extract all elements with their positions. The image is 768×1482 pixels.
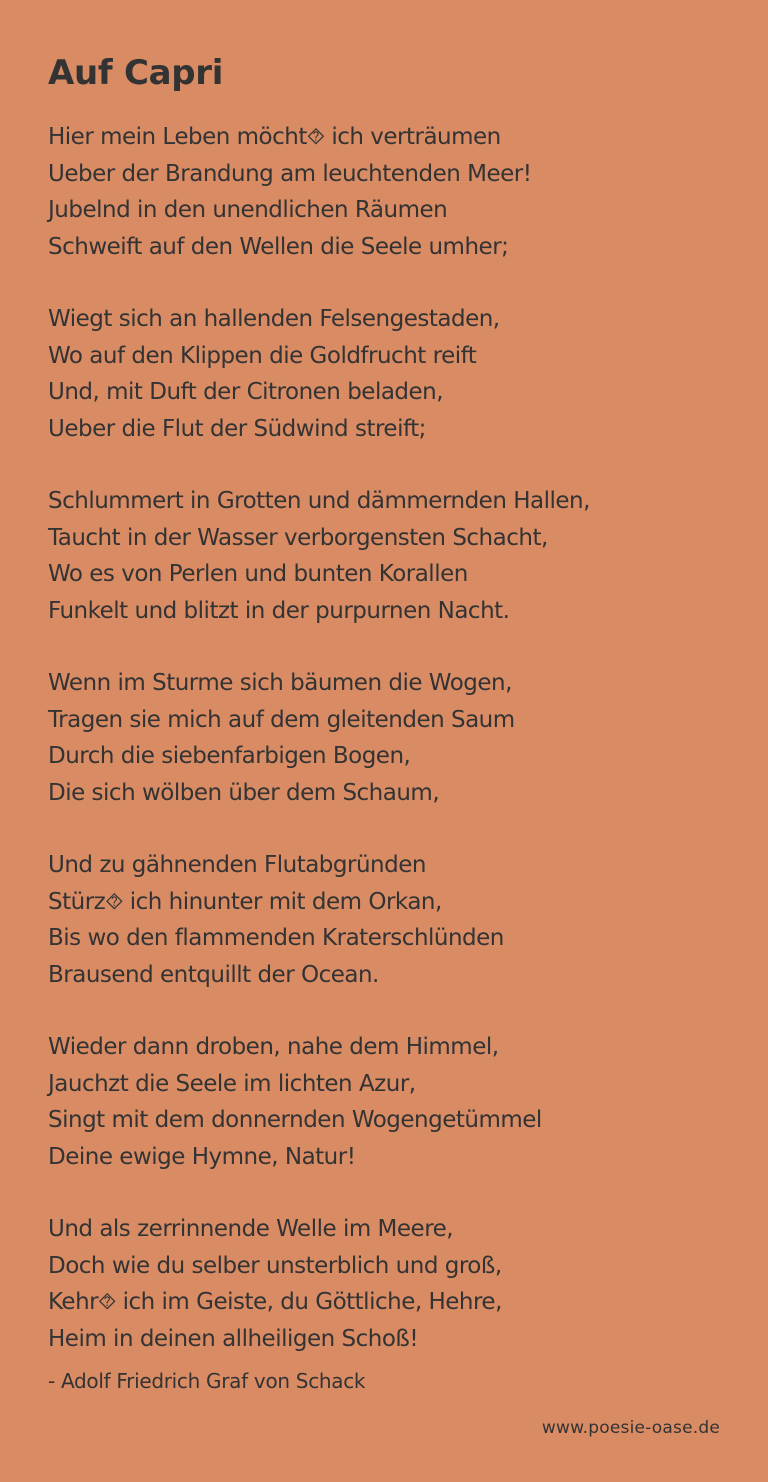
poem-line: Wenn im Sturme sich bäumen die Wogen, [48,670,512,696]
poem-line: Jubelnd in den unendlichen Räumen [48,197,448,223]
poem-line: Durch die siebenfarbigen Bogen, [48,743,411,769]
poem-card [48,50,728,1395]
poem-line: Jauchzt die Seele im lichten Azur, [48,1070,416,1097]
poem-line: Tragen sie mich auf dem gleitenden Saum [48,706,515,733]
poem-line: Brausend entquillt der Ocean. [48,961,379,988]
poem-line: Schweift auf den Wellen die Seele umher; [48,233,509,260]
poem-line: Ueber der Brandung am leuchtenden Meer! [48,160,532,187]
stanza-7 [48,1211,728,1357]
poem-line: Bis wo den flammenden Kraterschlünden [48,925,504,951]
poem-line: Funkelt und blitzt in der purpurnen Nacht. [48,597,510,624]
poem-line: Deine ewige Hymne, Natur! [48,1143,356,1170]
poem-line: Wieder dann droben, nahe dem Himmel, [48,1034,499,1060]
poem-line: Taucht in der Wasser verborgensten Schacht, [48,524,548,551]
poem-line: Wo es von Perlen und bunten Korallen [48,561,468,587]
poem-line: Heim in deinen allheiligen Schoß! [48,1325,419,1352]
poem-line: Und, mit Duft der Citronen beladen, [48,379,444,405]
poem-line: Wo auf den Klippen die Goldfrucht reift [48,342,477,369]
poem-author: - Adolf Friedrich Graf von Schack [48,1369,366,1393]
poem-body [48,119,728,1357]
poem-line: Und als zerrinnende Welle im Meere, [48,1216,454,1242]
stanza-4 [48,665,728,811]
stanza-6 [48,1029,728,1175]
stanza-5 [48,847,728,993]
stanza-2 [48,301,728,447]
poem-line: Doch wie du selber unsterblich und groß, [48,1252,502,1279]
poem-line: Kehr⯑ ich im Geiste, du Göttliche, Hehre, [48,1289,502,1315]
website-footer: www.poesie-oase.de [541,1418,720,1438]
poem-line: Hier mein Leben möcht⯑ ich verträumen [48,124,501,150]
poem-line: Stürz⯑ ich hinunter mit dem Orkan, [48,888,442,915]
poem-line: Schlummert in Grotten und dämmernden Hallen, [48,488,590,514]
poem-title: Auf Capri [48,53,224,93]
poem-line: Wiegt sich an hallenden Felsengestaden, [48,306,500,332]
stanza-3 [48,483,728,629]
stanza-1 [48,119,728,265]
poem-line: Ueber die Flut der Südwind streift; [48,415,426,442]
poem-line: Die sich wölben über dem Schaum, [48,779,440,806]
poem-line: Und zu gähnenden Flutabgründen [48,852,426,878]
poem-line: Singt mit dem donnernden Wogengetümmel [48,1107,542,1133]
